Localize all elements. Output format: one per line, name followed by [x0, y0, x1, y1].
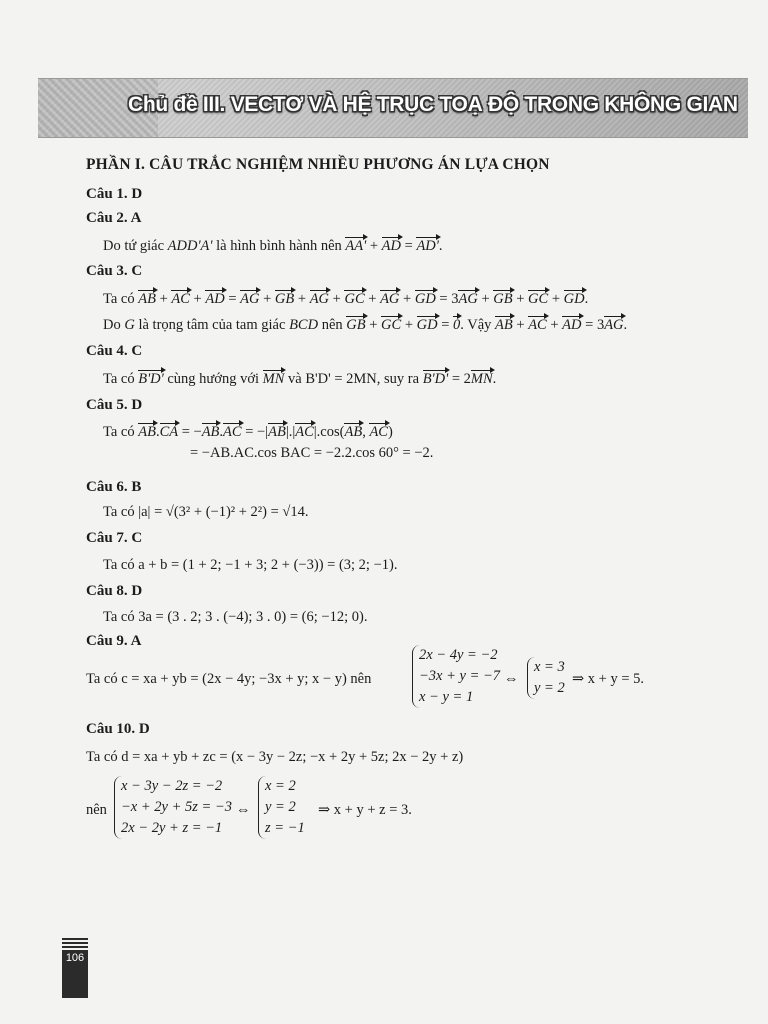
question-1-label: Câu 1. D: [86, 186, 143, 202]
q2-text-c: là hình bình hành nên: [212, 238, 346, 254]
vector-ad: AD: [205, 291, 225, 307]
q3-text-e: nên: [318, 317, 347, 333]
vector-gd: GD: [414, 291, 436, 307]
vector-mn: MN: [262, 371, 285, 387]
equation: x = 2: [265, 778, 296, 794]
equation: x = 3: [534, 659, 565, 675]
q4-prefix: Ta có: [103, 371, 139, 387]
page-number-tab: [62, 938, 88, 998]
question-9-result: ⇒ x + y = 5.: [572, 671, 645, 687]
vector-b-prime-d-prime: B'D': [422, 371, 449, 387]
vector-gd: GD: [416, 317, 438, 333]
vector-gb: GB: [274, 291, 295, 307]
question-9-label: Câu 9. A: [86, 633, 142, 649]
question-10-iff: ⇔: [236, 802, 251, 818]
vector-mn: MN: [470, 371, 493, 387]
zero-vector: 0: [453, 317, 461, 333]
question-3-label: Câu 3. C: [86, 263, 143, 279]
chapter-banner: [38, 78, 748, 138]
question-4-solution: Ta có B'D' cùng hướng với MN và B'D' = 2MN, suy ra B'D' = 2MN.: [103, 371, 497, 387]
vector-gb: GB: [493, 291, 513, 307]
q3-text-b: G: [124, 317, 135, 333]
question-7-label: Câu 7. C: [86, 530, 143, 546]
equation: z = −1: [265, 820, 305, 836]
vector-aa-prime: AA': [345, 238, 367, 254]
vector-ag: AG: [240, 291, 260, 307]
vector-ab: AB: [138, 424, 156, 440]
chapter-title: Chủ đề III. VECTƠ VÀ HỆ TRỤC TOẠ ĐỘ TRONG KHÔNG GIAN: [128, 93, 738, 116]
question-10-result: ⇒ x + y + z = 3.: [318, 802, 412, 818]
equation: y = 2: [534, 680, 565, 696]
section-title: PHẦN I. CÂU TRẮC NGHIỆM NHIỀU PHƯƠNG ÁN LỰA CHỌN: [86, 156, 550, 173]
question-3-line-1: Ta có AB + AC + AD = AG + GB + AG + GC + AG + GD = 3AG + GB + GC + GD.: [103, 291, 589, 307]
q3-text-c: là trọng tâm của tam giác: [134, 317, 290, 333]
equation: x − 3y − 2z = −2: [121, 778, 223, 794]
vector-ac: AC: [528, 317, 547, 333]
vector-ag: AG: [309, 291, 330, 307]
vector-ag: AG: [604, 317, 624, 333]
question-10-system-1: [114, 776, 232, 839]
page-number: 106: [65, 952, 85, 964]
vector-ad: AD: [562, 317, 582, 333]
vector-b-prime-d-prime: B'D': [138, 371, 164, 387]
vector-gc: GC: [381, 317, 402, 333]
q2-text-a: Do tứ giác: [103, 238, 168, 254]
vector-ab: AB: [495, 317, 513, 333]
question-10-nen: nên: [86, 802, 107, 818]
vector-gc: GC: [344, 291, 365, 307]
vector-ab: AB: [138, 291, 156, 307]
q3-prefix: Ta có: [103, 291, 139, 307]
vector-ag: AG: [380, 291, 400, 307]
q4-equals: = 2: [451, 371, 471, 387]
question-8-solution: Ta có 3a = (3 . 2; 3 . (−4); 3 . 0) = (6; −12; 0).: [103, 609, 368, 625]
question-6-label: Câu 6. B: [86, 479, 142, 495]
equation: −x + 2y + 5z = −3: [121, 799, 232, 815]
q3-text-a: Do: [103, 317, 125, 333]
q2-text-b: ADD'A': [167, 238, 213, 254]
q3-text-d: BCD: [289, 317, 319, 333]
vector-ab: AB: [201, 424, 220, 440]
q4-mid2: và B'D' = 2MN, suy ra: [284, 371, 423, 387]
vector-ad-prime: AD': [416, 238, 439, 254]
question-3-line-2: Do G là trọng tâm của tam giác BCD nên GB + GC + GD = 0. Vậy AB + AC + AD = 3AG.: [103, 317, 628, 333]
question-7-solution: Ta có a + b = (1 + 2; −1 + 3; 2 + (−3)) = (3; 2; −1).: [103, 557, 398, 573]
question-9-prefix: Ta có c = xa + yb = (2x − 4y; −3x + y; x − y) nên: [86, 671, 372, 687]
question-2-solution: Do tứ giác ADD'A' là hình bình hành nên AA' + AD = AD'.: [103, 238, 443, 254]
equation: y = 2: [265, 799, 296, 815]
question-9-system-1: [412, 645, 500, 708]
vector-gc: GC: [528, 291, 549, 307]
question-9-iff: ⇔: [504, 671, 519, 687]
vector-ab: AB: [268, 424, 286, 440]
q3-text-f: Vậy: [463, 317, 496, 333]
question-10-label: Câu 10. D: [86, 721, 150, 737]
vector-gd: GD: [563, 291, 585, 307]
q4-mid: cùng hướng với: [163, 371, 263, 387]
question-2-label: Câu 2. A: [86, 210, 142, 226]
question-5-line-1: Ta có AB.CA = −AB.AC = −|AB|.|AC|.cos(AB, AC): [103, 424, 393, 440]
vector-ag: AG: [458, 291, 478, 307]
vector-ab: AB: [344, 424, 363, 440]
vector-ac: AC: [223, 424, 242, 440]
question-10-system-2: [258, 776, 305, 839]
question-9-system-2: [527, 657, 565, 699]
vector-ac: AC: [369, 424, 388, 440]
question-10-line-1: Ta có d = xa + yb + zc = (x − 3y − 2z; −x + 2y + 5z; 2x − 2y + z): [86, 749, 464, 765]
equation: −3x + y = −7: [419, 668, 501, 684]
q5-prefix: Ta có: [103, 424, 139, 440]
equation: 2x − 2y + z = −1: [121, 820, 223, 836]
question-4-label: Câu 4. C: [86, 343, 143, 359]
question-5-line-2: = −AB.AC.cos BAC = −2.2.cos 60° = −2.: [190, 445, 434, 461]
equation: 2x − 4y = −2: [419, 647, 498, 663]
question-8-label: Câu 8. D: [86, 583, 143, 599]
vector-ad: AD: [381, 238, 402, 254]
question-6-solution: Ta có |a| = √(3² + (−1)² + 2²) = √14.: [103, 504, 309, 520]
question-5-label: Câu 5. D: [86, 397, 143, 413]
vector-ca: CA: [159, 424, 179, 440]
equation: x − y = 1: [419, 689, 474, 705]
vector-ac: AC: [171, 291, 190, 307]
vector-gb: GB: [346, 317, 366, 333]
page-number-stripes: [62, 938, 88, 952]
vector-ac: AC: [295, 424, 314, 440]
